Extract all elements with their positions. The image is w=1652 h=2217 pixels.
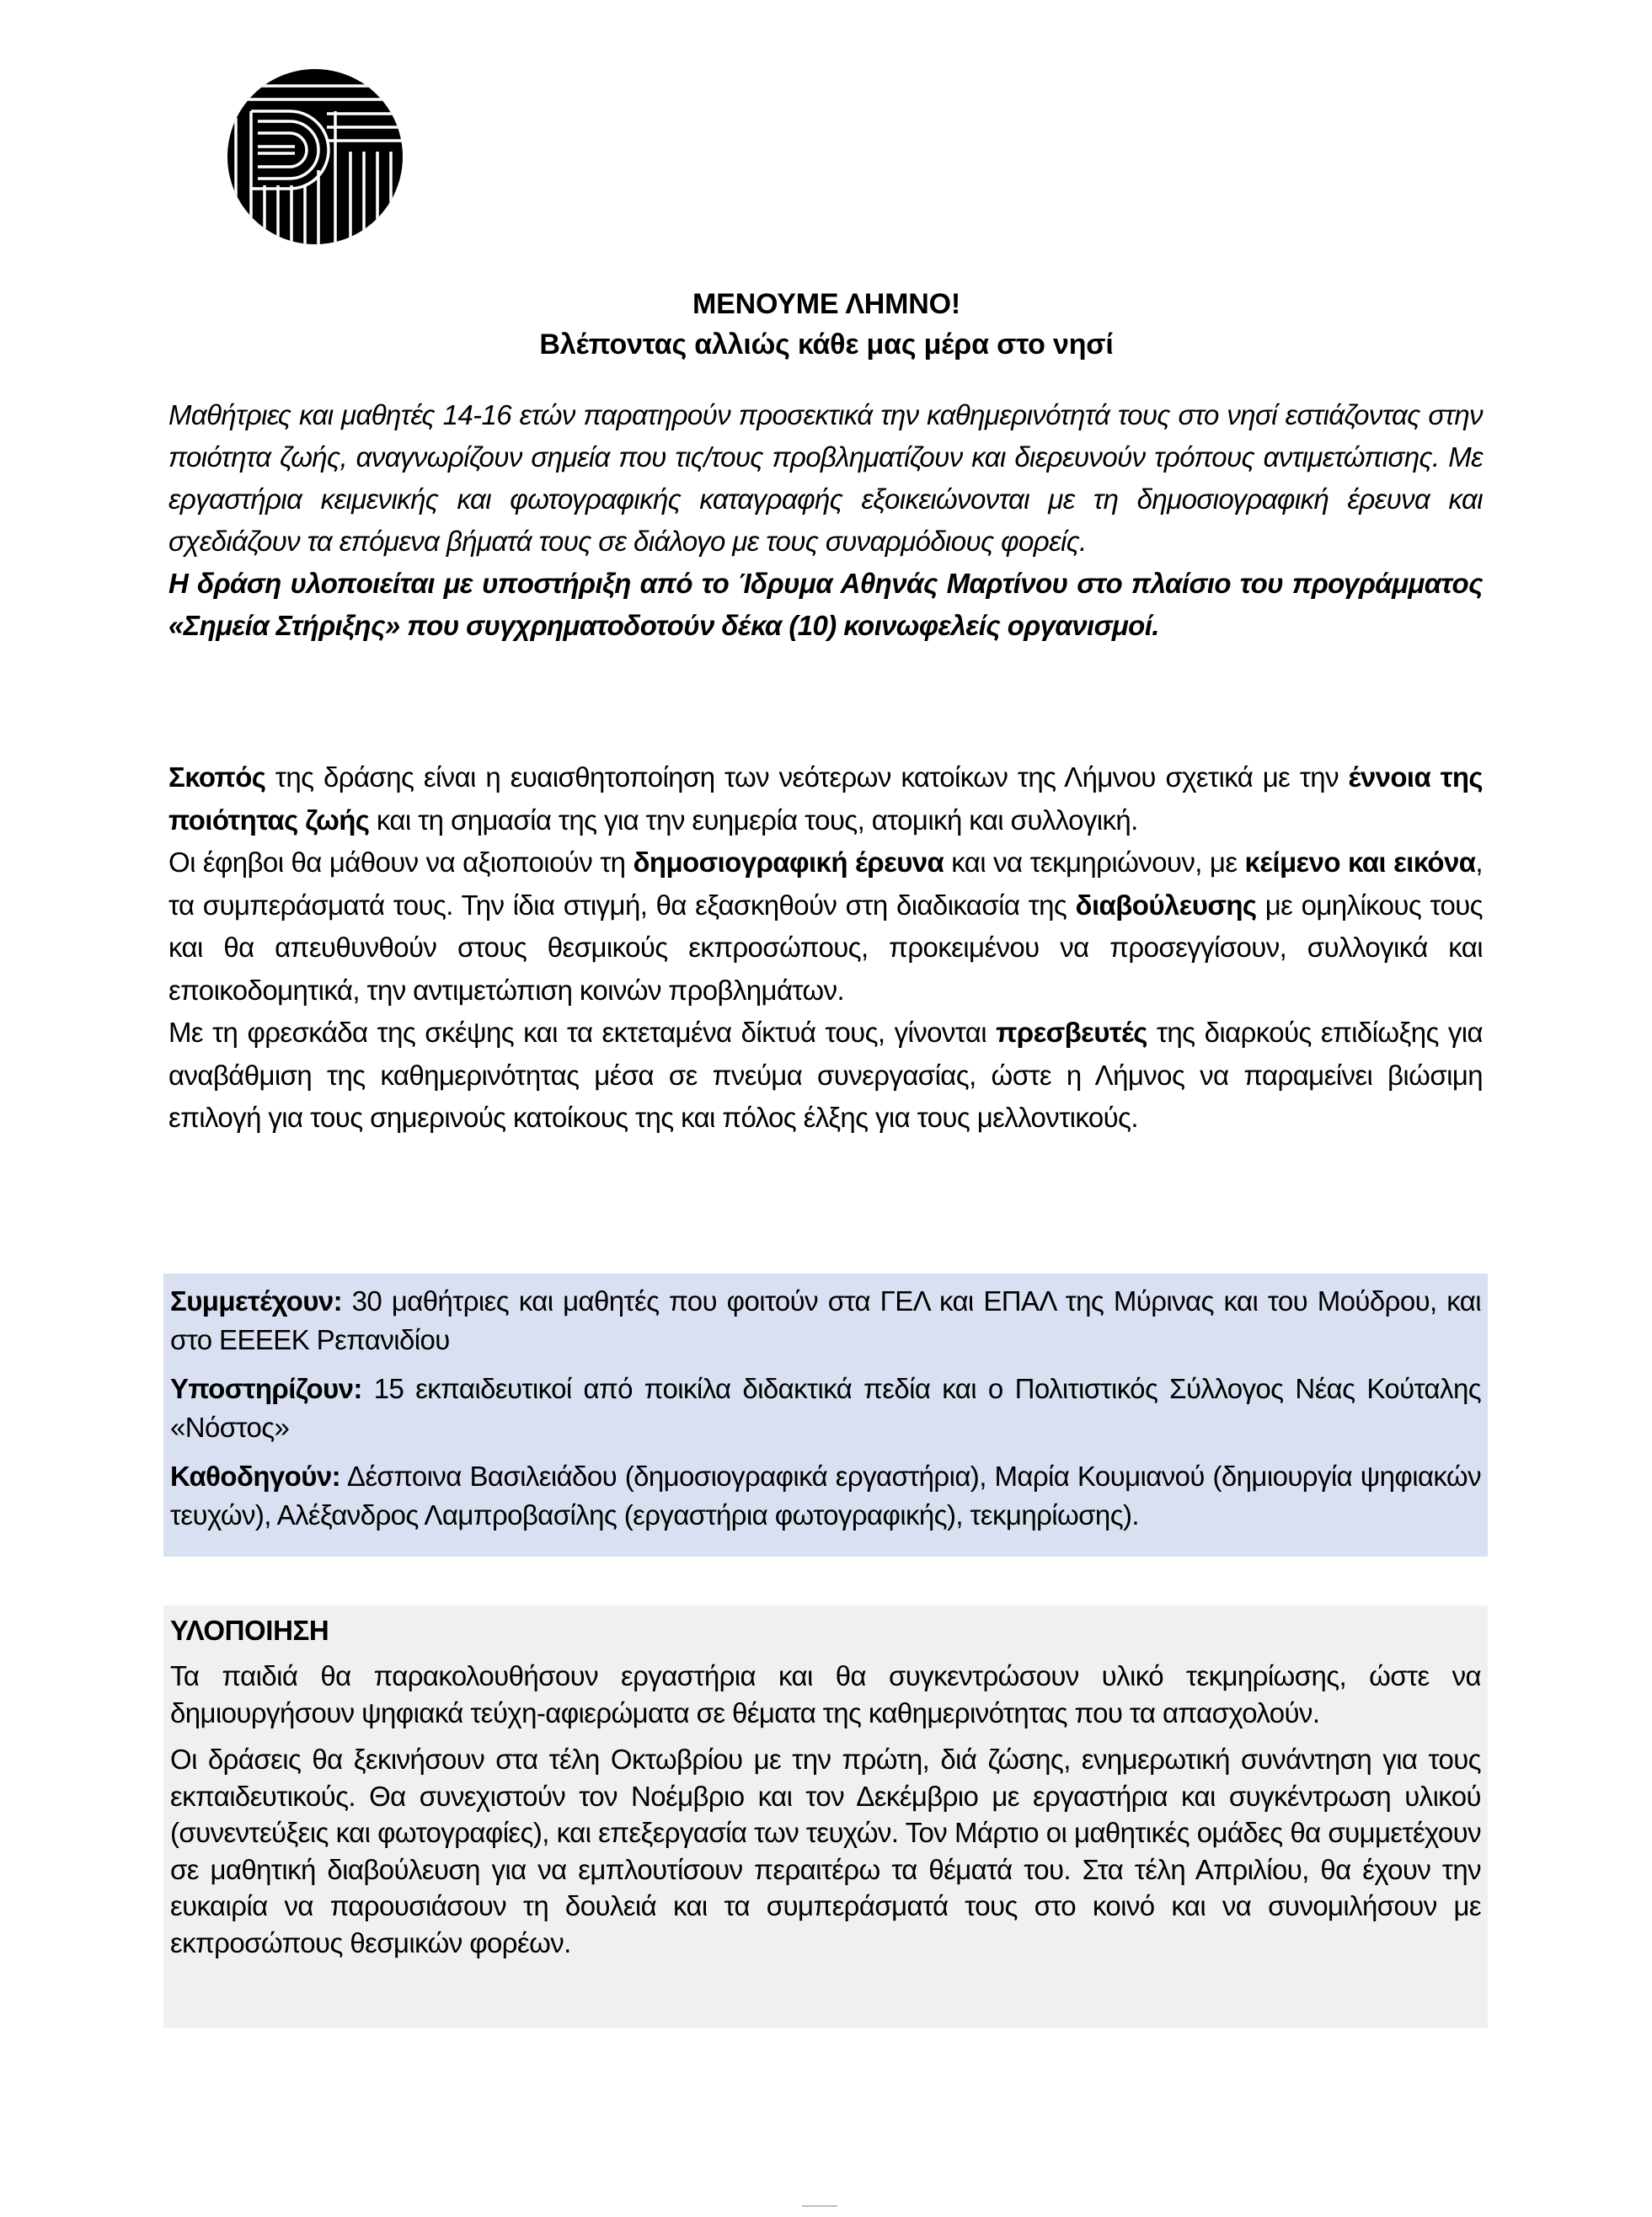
- purpose-paragraph-1: Σκοπός της δράσης είναι η ευαισθητοποίηση των νεότερων κατοίκων της Λήμνου σχετικά με την έννοια της ποιότητας ζωής και τη σημασία της για την ευημερία τους, ατομική και συλλογική.: [168, 761, 1483, 836]
- participants-row: [170, 1282, 1481, 1360]
- purpose-paragraph-3: Με τη φρεσκάδα της σκέψης και τα εκτεταμένα δίκτυά τους, γίνονται πρεσβευτές της διαρκούς επιδίωξης για αναβάθμιση της καθημερινότητας μέσα σε πνεύμα συνεργασίας, ώστε η Λήμνος να παραμείνει βιώσιμη επιλογή για τους σημερινούς κατοίκους της και πόλος έλξης για τους μελλοντικούς.: [168, 1017, 1484, 1133]
- quality-of-life-keyword: έννοια της ποιότητας ζωής: [168, 761, 1483, 836]
- supporters-label: Υποστηρίζουν:: [170, 1373, 362, 1404]
- implementation-section: [163, 1605, 1488, 2028]
- document-header: [165, 284, 1488, 365]
- intro-section: [168, 394, 1483, 647]
- dt-logo-icon: [226, 67, 404, 246]
- purpose-paragraph-2: Οι έφηβοι θα μάθουν να αξιοποιούν τη δημοσιογραφική έρευνα και να τεκμηριώνουν, με κείμενο και εικόνα, τα συμπεράσματά τους. Την ίδια στιγμή, θα εξασκηθούν στη διαδικασία της διαβούλευσης με ομηλίκους τους και θα απευθυνθούν στους θεσμικούς εκπροσώπους, προκειμένου να προσεγγίσουν, συλλογικά και εποικοδομητικά, την αντιμετώπιση κοινών προβλημάτων.: [168, 847, 1483, 1006]
- purpose-section: [168, 756, 1483, 1140]
- organization-logo: [226, 67, 404, 246]
- consultation-keyword: διαβούλευσης: [1075, 889, 1257, 921]
- participants-text: 30 μαθήτριες και μαθητές που φοιτούν στα ΓΕΛ και ΕΠΑΛ της Μύρινας και του Μούδρου, και στο ΕΕΕΕΚ Ρεπανιδίου: [170, 1285, 1481, 1355]
- text-and-image-keyword: κείμενο και εικόνα: [1244, 847, 1476, 878]
- intro-support-note: Η δράση υλοποιείται με υποστήριξη από το Ίδρυμα Αθηνάς Μαρτίνου στο πλαίσιο του προγράμματος «Σημεία Στήριξης» που συγχρηματοδοτούν δέκα (10) κοινωφελείς οργανισμοί.: [168, 568, 1483, 641]
- purpose-keyword: Σκοπός: [168, 761, 266, 793]
- implementation-heading: ΥΛΟΠΟΙΗΣΗ: [170, 1615, 329, 1646]
- implementation-paragraph-2: Οι δράσεις θα ξεκινήσουν στα τέλη Οκτωβρίου με την πρώτη, διά ζώσης, ενημερωτική συνάντηση για τους εκπαιδευτικούς. Θα συνεχιστούν τον Νοέμβριο και τον Δεκέμβριο με εργαστήρια και συγκέντρωση υλικού (συνεντεύξεις και φωτογραφίες), και επεξεργασία των τευχών. Τον Μάρτιο οι μαθητικές ομάδες θα συμμετέχουν σε μαθητική διαβούλευση για να εμπλουτίσουν περαιτέρω τα θέματά του. Στα τέλη Απριλίου, θα έχουν την ευκαιρία να παρουσιάσουν τη δουλειά και τα συμπεράσματά τους στο κοινό και να συνομιλήσουν με εκπροσώπους θεσμικών φορέων.: [170, 1744, 1481, 1958]
- participants-info-box: [163, 1274, 1488, 1557]
- journalistic-research-keyword: δημοσιογραφική έρευνα: [633, 847, 944, 878]
- guides-row: [170, 1457, 1481, 1535]
- intro-description: Μαθήτριες και μαθητές 14-16 ετών παρατηρούν προσεκτικά την καθημερινότητά τους στο νησί εστιάζοντας στην ποιότητα ζωής, αναγνωρίζουν σημεία που τις/τους προβληματίζουν και διερευνούν τρόπους αντιμετώπισης. Με εργαστήρια κειμενικής και φωτογραφικής καταγραφής εξοικειώνονται με τη δημοσιογραφική έρευνα και σχεδιάζουν τα επόμενα βήματά τους σε διάλογο με τους συναρμόδιους φορείς.: [168, 399, 1483, 557]
- ambassadors-keyword: πρεσβευτές: [996, 1017, 1147, 1048]
- implementation-paragraph-1: Τα παιδιά θα παρακολουθήσουν εργαστήρια και θα συγκεντρώσουν υλικό τεκμηρίωσης, ώστε να δημιουργήσουν ψηφιακά τεύχη-αφιερώματα σε θέματα της καθημερινότητας που τα απασχολούν.: [170, 1660, 1481, 1728]
- document-title: ΜΕΝΟΥΜΕ ΛΗΜΝΟ!: [692, 288, 960, 320]
- supporters-text: 15 εκπαιδευτικοί από ποικίλα διδακτικά πεδία και ο Πολιτιστικός Σύλλογος Νέας Κούταλης «Νόστος»: [170, 1373, 1481, 1443]
- guides-text: Δέσποινα Βασιλειάδου (δημοσιογραφικά εργαστήρια), Μαρία Κουμιανού (δημιουργία ψηφιακών τευχών), Αλέξανδρος Λαμπροβασίλης (εργαστήρια φωτογραφικής), τεκμηρίωσης).: [170, 1461, 1481, 1531]
- document-subtitle: Βλέποντας αλλιώς κάθε μας μέρα στο νησί: [539, 329, 1114, 361]
- participants-label: Συμμετέχουν:: [170, 1285, 342, 1317]
- supporters-row: [170, 1370, 1481, 1447]
- guides-label: Καθοδηγούν:: [170, 1461, 340, 1492]
